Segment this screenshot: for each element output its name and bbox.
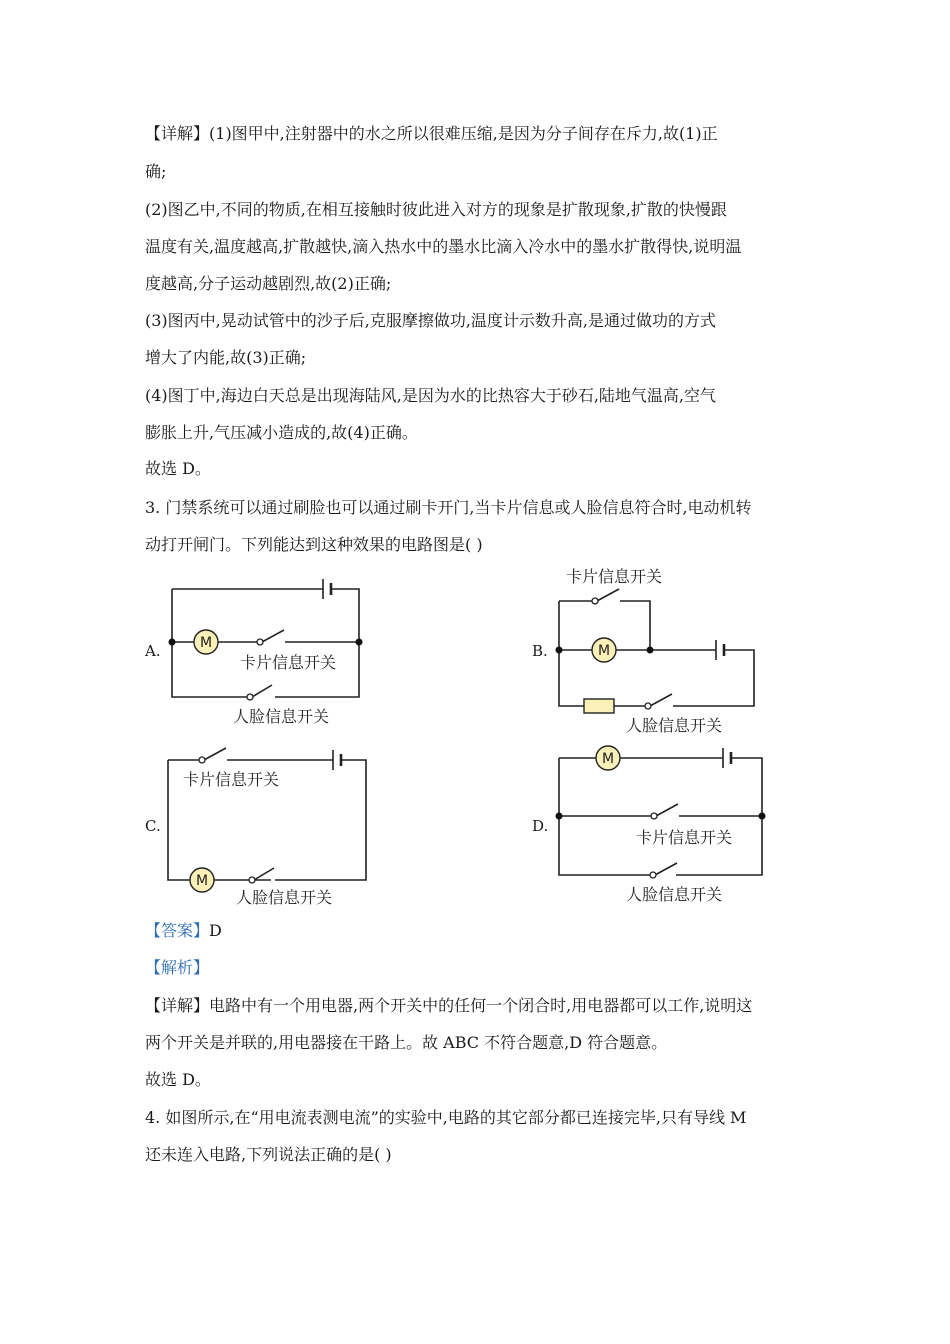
detail-paragraph-line: 度越高,分子运动越剧烈,故(2)正确;: [145, 274, 392, 293]
option-b-label: B.: [532, 642, 548, 660]
detail-paragraph-line: (3)图丙中,晃动试管中的沙子后,克服摩擦做功,温度计示数升高,是通过做功的方式: [145, 311, 717, 330]
answer-line: [145, 921, 222, 941]
detail-paragraph-line: 确;: [145, 162, 167, 181]
question-4-line: 4. 如图所示,在“用电流表测电流”的实验中,电路的其它部分都已连接完毕,只有导线 M: [145, 1108, 747, 1127]
junction-dot: [169, 639, 176, 646]
conclusion-line: 故选 D。: [145, 1070, 211, 1089]
question-4-line: 还未连入电路,下列说法正确的是( ): [145, 1145, 392, 1164]
junction-dot: [759, 813, 766, 820]
face-switch-label: 人脸信息开关: [236, 888, 333, 907]
detail-tag: 【详解】: [145, 996, 210, 1015]
switch-pivot: [645, 703, 651, 709]
junction-dot: [356, 639, 363, 646]
conclusion-line: 故选 D。: [145, 459, 211, 478]
switch-pivot: [257, 639, 263, 645]
detail-paragraph-line: (2)图乙中,不同的物质,在相互接触时彼此进入对方的现象是扩散现象,扩散的快慢跟: [145, 200, 727, 219]
detail-paragraph-line: (4)图丁中,海边白天总是出现海陆风,是因为水的比热容大于砂石,陆地气温高,空气: [145, 386, 717, 405]
switch-pivot: [199, 757, 205, 763]
switch-pivot: [650, 872, 656, 878]
question-3-line: 3. 门禁系统可以通过刷脸也可以通过刷卡开门,当卡片信息或人脸信息符合时,电动机转: [145, 498, 752, 517]
detail-paragraph-line: 增大了内能,故(3)正确;: [145, 348, 307, 367]
junction-dot: [556, 647, 563, 654]
analysis-tag: 【解析】: [145, 958, 210, 977]
detail-paragraph-line: 膨胀上升,气压减小造成的,故(4)正确。: [145, 423, 418, 442]
card-switch-label: 卡片信息开关: [183, 770, 280, 789]
detail-paragraph-line: 温度有关,温度越高,扩散越快,滴入热水中的墨水比滴入冷水中的墨水扩散得快,说明温: [145, 237, 742, 256]
switch-pivot: [249, 877, 255, 883]
face-switch-label: 人脸信息开关: [233, 707, 330, 726]
detail-paragraph-line: 两个开关是并联的,用电器接在干路上。故 ABC 不符合题意,D 符合题意。: [145, 1033, 668, 1052]
junction-dot: [556, 813, 563, 820]
motor-label: M: [199, 635, 213, 651]
circuit-b: [559, 589, 754, 706]
question-3-line: 动打开闸门。下列能达到这种效果的电路图是( ): [145, 535, 483, 554]
circuit-d: [559, 748, 762, 875]
motor-label: M: [195, 873, 209, 889]
detail-text: 电路中有一个用电器,两个开关中的任何一个闭合时,用电器都可以工作,说明这: [209, 996, 753, 1015]
face-switch-label: 人脸信息开关: [626, 885, 723, 904]
circuit-c: [168, 748, 366, 880]
switch-pivot: [247, 694, 253, 700]
detail-text: (1)图甲中,注射器中的水之所以很难压缩,是因为分子间存在斥力,故(1)正: [209, 124, 718, 143]
answer-tag: 【答案】: [145, 921, 210, 940]
motor-label: M: [597, 643, 611, 659]
face-switch-label: 人脸信息开关: [626, 716, 723, 735]
junction-dot: [647, 647, 654, 654]
option-d-label: D.: [532, 817, 549, 835]
detail-tag: 【详解】: [145, 124, 210, 143]
card-switch-label: 卡片信息开关: [240, 653, 337, 672]
card-switch-label: 卡片信息开关: [566, 567, 663, 586]
switch-pivot: [592, 598, 598, 604]
answer-value: D: [209, 921, 222, 940]
motor-label: M: [601, 751, 615, 767]
option-a-label: A.: [145, 642, 161, 660]
option-c-label: C.: [145, 817, 161, 835]
card-switch-label: 卡片信息开关: [636, 828, 733, 847]
resistor-icon: [584, 699, 614, 713]
switch-pivot: [651, 813, 657, 819]
detail-paragraph-line: [145, 996, 752, 1016]
